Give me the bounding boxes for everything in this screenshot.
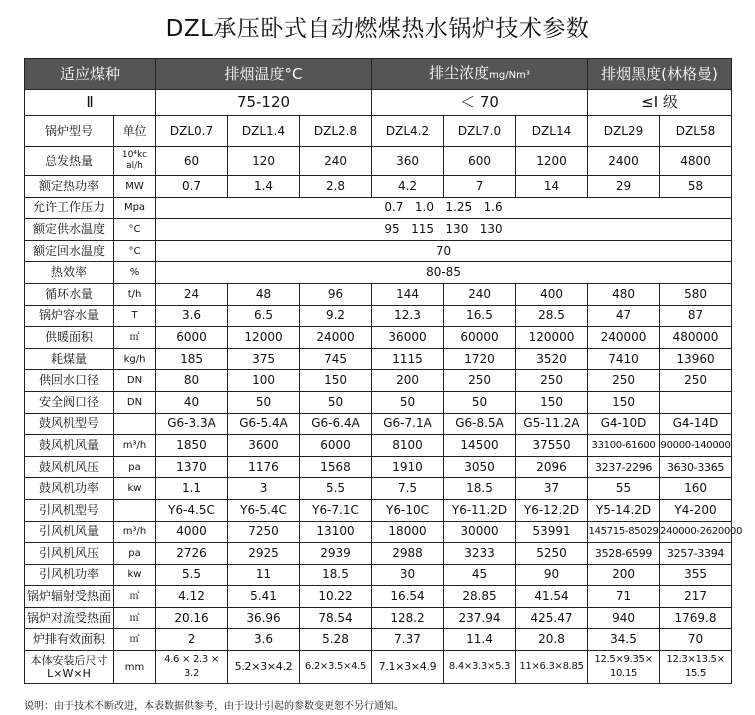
model-cell: DZL7.0 [444, 116, 516, 147]
table-row [25, 327, 732, 349]
row-label: 锅炉容水量 [25, 305, 114, 327]
row-label: 锅炉对流受热面 [25, 607, 114, 629]
table-cell: 58 [660, 176, 732, 198]
table-cell: 7.1×3×4.9 [372, 651, 444, 684]
model-label: 锅炉型号 [25, 116, 114, 147]
table-cell: G5-11.2A [516, 413, 588, 435]
row-label: 锅炉辐射受热面 [25, 586, 114, 608]
row-span-value: 0.7 1.0 1.25 1.6 [156, 197, 732, 219]
table-row [25, 176, 732, 198]
table-cell: 24000 [300, 327, 372, 349]
table-cell: 50 [444, 391, 516, 413]
row-span-value: 95 115 130 130 [156, 219, 732, 241]
table-cell: 90000-140000 [660, 435, 732, 457]
table-cell: 12.3×13.5× 15.5 [660, 651, 732, 684]
row-label: 供回水口径 [25, 370, 114, 392]
row-unit: Mpa [114, 197, 156, 219]
table-cell: 28.5 [516, 305, 588, 327]
table-row [25, 283, 732, 305]
table-cell: 5250 [516, 543, 588, 565]
table-cell: 1176 [228, 456, 300, 478]
model-cell: DZL14 [516, 116, 588, 147]
table-cell: 71 [588, 586, 660, 608]
row-label: 鼓风机型号 [25, 413, 114, 435]
table-cell: 60000 [444, 327, 516, 349]
table-cell: 3.6 [228, 629, 300, 651]
table-cell: Y5-14.2D [588, 499, 660, 521]
table-cell: 2988 [372, 543, 444, 565]
table-cell: 5.41 [228, 586, 300, 608]
table-cell: 10.22 [300, 586, 372, 608]
table-cell: 250 [516, 370, 588, 392]
row-label: 额定回水温度 [25, 240, 114, 262]
row-unit: mm [114, 651, 156, 684]
table-cell: 480 [588, 283, 660, 305]
row-unit: T [114, 305, 156, 327]
grade-dust: ＜ 70 [372, 90, 588, 116]
table-cell: 37550 [516, 435, 588, 457]
row-unit: °C [114, 219, 156, 241]
table-cell: 29 [588, 176, 660, 198]
table-row [25, 262, 732, 284]
table-row [25, 629, 732, 651]
table-cell: 12.3 [372, 305, 444, 327]
table-cell: 3050 [444, 456, 516, 478]
table-cell: Y6-10C [372, 499, 444, 521]
table-cell: 78.54 [300, 607, 372, 629]
table-cell: 11.4 [444, 629, 516, 651]
table-cell: 240000-2620000 [660, 521, 732, 543]
model-cell: DZL0.7 [156, 116, 228, 147]
table-cell: 7.5 [372, 478, 444, 500]
model-cell: DZL58 [660, 116, 732, 147]
table-cell: 1720 [444, 348, 516, 370]
table-row [25, 456, 732, 478]
table-cell: 36000 [372, 327, 444, 349]
row-label: 引风机功率 [25, 564, 114, 586]
table-cell: 250 [444, 370, 516, 392]
table-cell: 18.5 [300, 564, 372, 586]
table-cell: 128.2 [372, 607, 444, 629]
table-cell: 7250 [228, 521, 300, 543]
table-cell: 6000 [156, 327, 228, 349]
row-label: 本体安装后尺寸 L×W×H [25, 651, 114, 684]
row-unit [114, 413, 156, 435]
table-cell: 200 [588, 564, 660, 586]
table-cell: 4.6 × 2.3 × 3.2 [156, 651, 228, 684]
table-cell: 940 [588, 607, 660, 629]
table-cell: 33100-61600 [588, 435, 660, 457]
model-cell: DZL2.8 [300, 116, 372, 147]
row-unit: % [114, 262, 156, 284]
table-cell: 160 [660, 478, 732, 500]
table-cell: Y6-12.2D [516, 499, 588, 521]
table-cell: 6.5 [228, 305, 300, 327]
table-row [25, 586, 732, 608]
table-row [25, 197, 732, 219]
header-dust-unit: mg/Nm³ [489, 69, 530, 81]
row-unit: kg/h [114, 348, 156, 370]
table-cell: 145715-85029 [588, 521, 660, 543]
row-unit: 10⁴kc al/h [114, 147, 156, 176]
table-cell: 2 [156, 629, 228, 651]
table-cell: 580 [660, 283, 732, 305]
table-cell: 20.8 [516, 629, 588, 651]
table-row [25, 499, 732, 521]
table-cell: 745 [300, 348, 372, 370]
table-cell: 50 [228, 391, 300, 413]
table-cell: 237.94 [444, 607, 516, 629]
table-cell: 16.54 [372, 586, 444, 608]
table-cell: 2.8 [300, 176, 372, 198]
table-cell: 1370 [156, 456, 228, 478]
model-cell: DZL1.4 [228, 116, 300, 147]
table-row [25, 564, 732, 586]
table-row [25, 521, 732, 543]
table-cell: 24 [156, 283, 228, 305]
table-cell: 70 [660, 629, 732, 651]
table-cell: 12000 [228, 327, 300, 349]
model-cell: DZL4.2 [372, 116, 444, 147]
table-cell: 1.1 [156, 478, 228, 500]
table-cell: 1910 [372, 456, 444, 478]
table-cell: 90 [516, 564, 588, 586]
page-title: DZL承压卧式自动燃煤热水锅炉技术参数 [165, 16, 590, 42]
table-cell: 3600 [228, 435, 300, 457]
table-row [25, 348, 732, 370]
table-cell: 240 [444, 283, 516, 305]
table-cell: 4000 [156, 521, 228, 543]
table-cell: G6-8.5A [444, 413, 516, 435]
table-cell: 400 [516, 283, 588, 305]
row-unit: kw [114, 564, 156, 586]
table-cell: 240 [300, 147, 372, 176]
header-exhaust-temp: 排烟温度°C [156, 59, 372, 90]
table-cell: 480000 [660, 327, 732, 349]
table-cell: 1.4 [228, 176, 300, 198]
table-cell: 37 [516, 478, 588, 500]
table-cell: 250 [660, 370, 732, 392]
table-cell: Y6-5.4C [228, 499, 300, 521]
table-cell: 7 [444, 176, 516, 198]
table-cell: 53991 [516, 521, 588, 543]
table-cell: 36.96 [228, 607, 300, 629]
table-cell: 3237-2296 [588, 456, 660, 478]
table-cell: 4800 [660, 147, 732, 176]
row-label: 鼓风机功率 [25, 478, 114, 500]
table-cell: 355 [660, 564, 732, 586]
table-cell: 50 [300, 391, 372, 413]
model-cell: DZL29 [588, 116, 660, 147]
table-cell: Y4-200 [660, 499, 732, 521]
table-row [25, 413, 732, 435]
table-cell: 1568 [300, 456, 372, 478]
table-cell: 2939 [300, 543, 372, 565]
table-cell: 2726 [156, 543, 228, 565]
table-cell: 250 [588, 370, 660, 392]
table-cell [660, 391, 732, 413]
header-dust-concentration [372, 59, 588, 90]
header-coal-type: 适应煤种 [25, 59, 156, 90]
table-cell: G6-6.4A [300, 413, 372, 435]
table-row [25, 370, 732, 392]
table-cell: 13960 [660, 348, 732, 370]
table-row [25, 607, 732, 629]
table-cell: 360 [372, 147, 444, 176]
table-cell: 100 [228, 370, 300, 392]
row-label: 耗煤量 [25, 348, 114, 370]
row-label: 允许工作压力 [25, 197, 114, 219]
row-label: 鼓风机风压 [25, 456, 114, 478]
table-cell: 96 [300, 283, 372, 305]
table-cell: Y6-4.5C [156, 499, 228, 521]
table-cell: 80 [156, 370, 228, 392]
row-unit: °C [114, 240, 156, 262]
header-dust-text: 排尘浓度 [429, 63, 490, 82]
table-cell: 41.54 [516, 586, 588, 608]
row-label: 供暖面积 [25, 327, 114, 349]
table-cell: 150 [516, 391, 588, 413]
table-cell: 1850 [156, 435, 228, 457]
row-unit: DN [114, 391, 156, 413]
table-cell: 30 [372, 564, 444, 586]
table-cell: G6-5.4A [228, 413, 300, 435]
table-cell: 3 [228, 478, 300, 500]
row-label: 引风机型号 [25, 499, 114, 521]
table-row [25, 478, 732, 500]
table-cell: 5.5 [156, 564, 228, 586]
row-span-value: 70 [156, 240, 732, 262]
table-cell: 9.2 [300, 305, 372, 327]
table-cell: 375 [228, 348, 300, 370]
table-cell: 4.12 [156, 586, 228, 608]
spec-table [24, 58, 743, 684]
table-row [25, 651, 732, 684]
table-cell: 6.2×3.5×4.5 [300, 651, 372, 684]
table-cell: 60 [156, 147, 228, 176]
table-cell: 2096 [516, 456, 588, 478]
table-cell: 18000 [372, 521, 444, 543]
table-cell: 3257-3394 [660, 543, 732, 565]
table-cell: 12.5×9.35× 10.15 [588, 651, 660, 684]
table-row [25, 391, 732, 413]
row-label: 额定热功率 [25, 176, 114, 198]
table-cell: 7.37 [372, 629, 444, 651]
table-cell: 14 [516, 176, 588, 198]
table-cell: 5.28 [300, 629, 372, 651]
grade-coal: Ⅱ [25, 90, 156, 116]
row-unit: ㎡ [114, 629, 156, 651]
row-unit [114, 499, 156, 521]
table-cell: 3630-3365 [660, 456, 732, 478]
model-row [25, 116, 732, 147]
table-cell: 13100 [300, 521, 372, 543]
table-cell: 150 [300, 370, 372, 392]
row-label: 鼓风机风量 [25, 435, 114, 457]
table-cell: 7410 [588, 348, 660, 370]
grade-row [25, 90, 732, 116]
table-cell: 2925 [228, 543, 300, 565]
table-cell: 20.16 [156, 607, 228, 629]
table-cell: 45 [444, 564, 516, 586]
table-cell: 5.5 [300, 478, 372, 500]
table-cell: Y6-7.1C [300, 499, 372, 521]
table-cell: 28.85 [444, 586, 516, 608]
row-label: 循环水量 [25, 283, 114, 305]
table-cell: 1769.8 [660, 607, 732, 629]
header-row [25, 59, 732, 90]
table-cell: 144 [372, 283, 444, 305]
table-cell: 120000 [516, 327, 588, 349]
table-cell: 34.5 [588, 629, 660, 651]
row-label: 总发热量 [25, 147, 114, 176]
row-unit: ㎡ [114, 327, 156, 349]
table-cell: 18.5 [444, 478, 516, 500]
grade-temp: 75-120 [156, 90, 372, 116]
row-label: 炉排有效面积 [25, 629, 114, 651]
table-cell: 11×6.3×8.85 [516, 651, 588, 684]
row-label: 引风机风压 [25, 543, 114, 565]
table-cell: 240000 [588, 327, 660, 349]
table-cell: G4-10D [588, 413, 660, 435]
table-cell: 217 [660, 586, 732, 608]
row-unit: m³/h [114, 521, 156, 543]
table-cell: 3528-6599 [588, 543, 660, 565]
table-row [25, 219, 732, 241]
table-cell: 8100 [372, 435, 444, 457]
table-cell: 150 [588, 391, 660, 413]
table-cell: 200 [372, 370, 444, 392]
table-cell: 11 [228, 564, 300, 586]
table-cell: Y6-11.2D [444, 499, 516, 521]
row-span-value: 80-85 [156, 262, 732, 284]
row-unit: ㎡ [114, 586, 156, 608]
table-cell: 600 [444, 147, 516, 176]
table-cell: 425.47 [516, 607, 588, 629]
table-cell: 6000 [300, 435, 372, 457]
table-cell: 47 [588, 305, 660, 327]
table-cell: 16.5 [444, 305, 516, 327]
row-unit: DN [114, 370, 156, 392]
table-cell: 2400 [588, 147, 660, 176]
table-cell: 14500 [444, 435, 516, 457]
row-label: 引风机风量 [25, 521, 114, 543]
row-label: 热效率 [25, 262, 114, 284]
row-unit: t/h [114, 283, 156, 305]
table-cell: 1200 [516, 147, 588, 176]
model-unit-label: 单位 [114, 116, 156, 147]
row-label: 安全阀口径 [25, 391, 114, 413]
table-cell: G6-7.1A [372, 413, 444, 435]
table-cell: 8.4×3.3×5.3 [444, 651, 516, 684]
table-cell: 55 [588, 478, 660, 500]
table-cell: G6-3.3A [156, 413, 228, 435]
row-unit: m³/h [114, 435, 156, 457]
table-row [25, 305, 732, 327]
row-unit: kw [114, 478, 156, 500]
table-cell: 3233 [444, 543, 516, 565]
row-unit: pa [114, 543, 156, 565]
table-cell: 87 [660, 305, 732, 327]
table-cell: 30000 [444, 521, 516, 543]
table-row [25, 240, 732, 262]
table-row [25, 543, 732, 565]
table-cell: 40 [156, 391, 228, 413]
row-unit: ㎡ [114, 607, 156, 629]
table-cell: 3520 [516, 348, 588, 370]
footnote: 说明：由于技术不断改进，本表数据供参考，由于设计引起的参数变更恕不另行通知。 [24, 701, 404, 712]
table-cell: 185 [156, 348, 228, 370]
table-cell: G4-14D [660, 413, 732, 435]
table-cell: 0.7 [156, 176, 228, 198]
table-row [25, 147, 732, 176]
table-cell: 120 [228, 147, 300, 176]
table-cell: 4.2 [372, 176, 444, 198]
table-cell: 3.6 [156, 305, 228, 327]
table-cell: 48 [228, 283, 300, 305]
header-smoke-blackness: 排烟黑度(林格曼) [588, 59, 732, 90]
table-row [25, 435, 732, 457]
row-label: 额定供水温度 [25, 219, 114, 241]
grade-blackness: ≤Ⅰ 级 [588, 90, 732, 116]
row-unit: pa [114, 456, 156, 478]
table-cell: 50 [372, 391, 444, 413]
row-unit: MW [114, 176, 156, 198]
table-cell: 1115 [372, 348, 444, 370]
table-cell: 5.2×3×4.2 [228, 651, 300, 684]
